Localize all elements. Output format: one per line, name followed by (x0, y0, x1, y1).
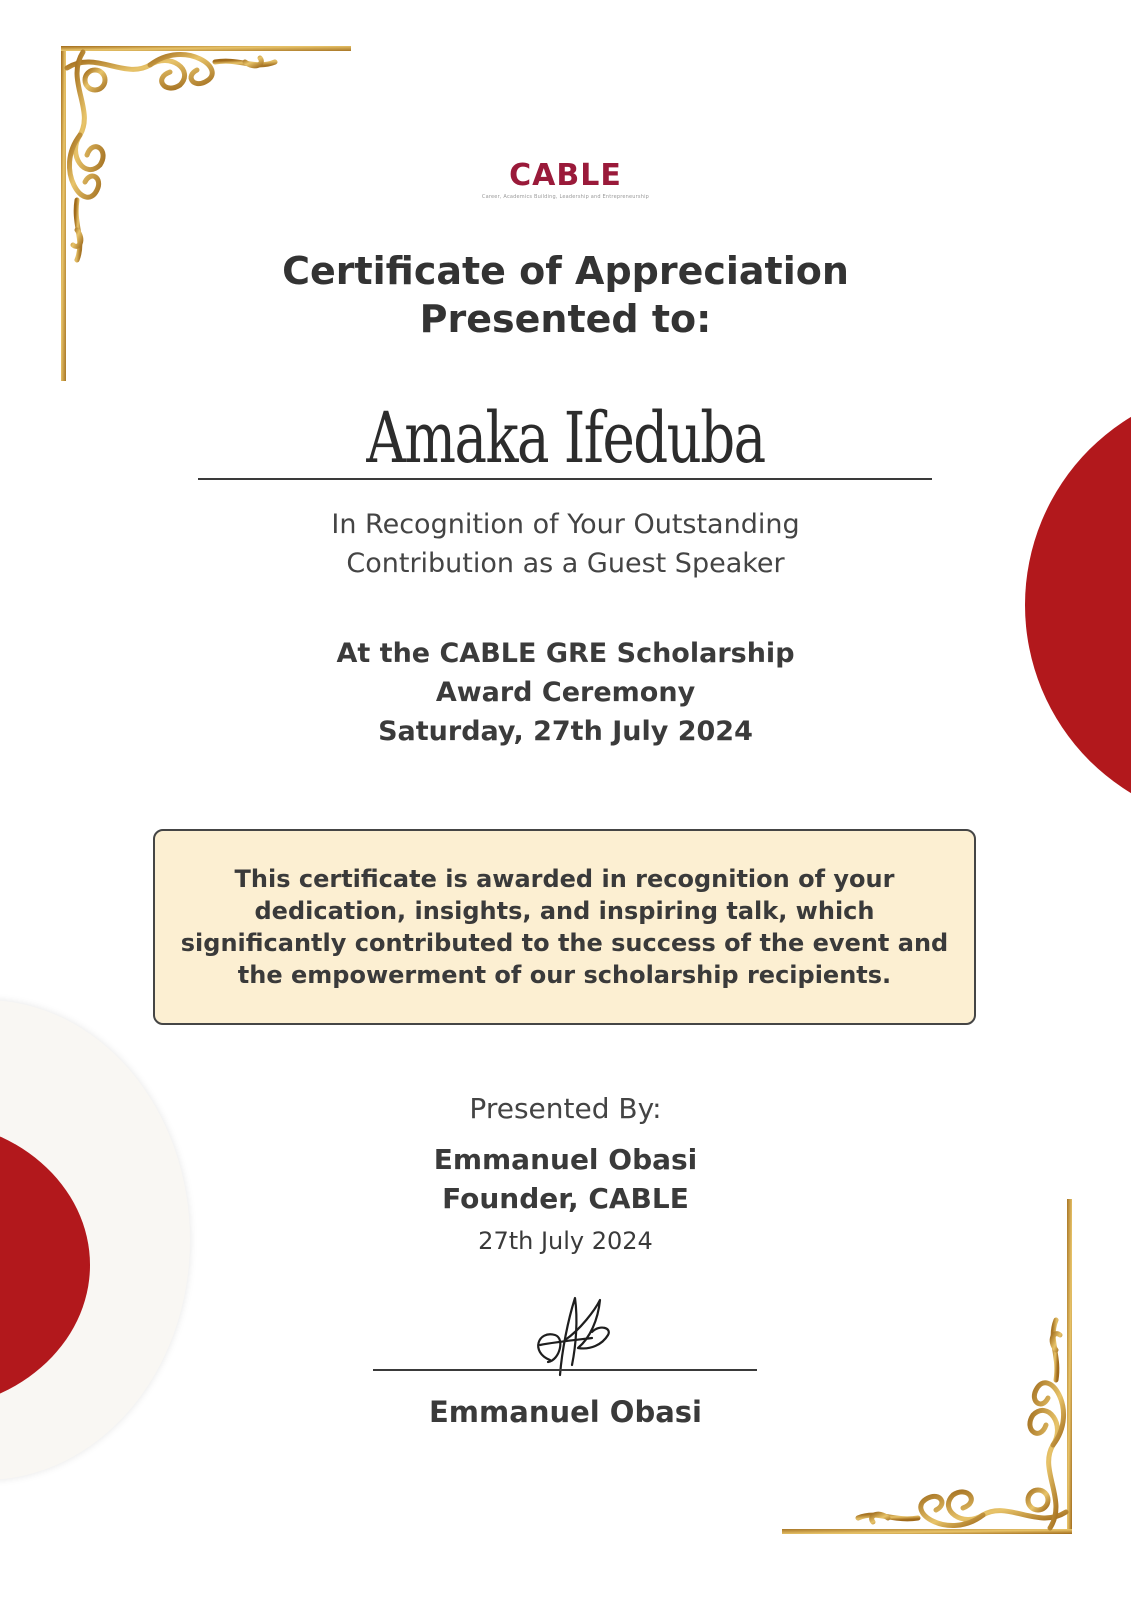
signature-image (520, 1290, 620, 1380)
event-line-1: At the CABLE GRE Scholarship (336, 638, 795, 669)
logo-tagline: Career, Academics Building, Leadership and Entrepreneurship (481, 194, 650, 200)
signatory-name: Emmanuel Obasi (429, 1395, 702, 1429)
recipient-name: Amaka Ifeduba (366, 397, 765, 479)
red-circle-decoration-right (1025, 385, 1131, 825)
presenter-name: Emmanuel Obasi (433, 1143, 698, 1176)
message-text (181, 863, 948, 991)
presenter-block (0, 1140, 1131, 1218)
presented-date: 27th July 2024 (478, 1227, 653, 1255)
cable-logo (0, 158, 1131, 200)
message-line-2: dedication, insights, and inspiring talk, which (254, 897, 875, 925)
name-underline (198, 478, 932, 480)
signature-line (373, 1369, 757, 1371)
recognition-text (0, 505, 1131, 583)
logo-wordmark: CABLE (509, 158, 622, 193)
presenter-title: Founder, CABLE (442, 1182, 689, 1215)
event-line-2: Award Ceremony (435, 677, 696, 708)
message-line-3: significantly contributed to the success of the event and (180, 929, 949, 957)
message-line-1: This certificate is awarded in recognition of your (234, 865, 895, 893)
event-details (0, 634, 1131, 751)
title-line-1: Certificate of Appreciation (282, 249, 849, 293)
certificate-title (0, 247, 1131, 343)
title-line-2: Presented to: (419, 297, 712, 341)
presented-by-label: Presented By: (469, 1092, 662, 1125)
message-line-4: the empowerment of our scholarship recipients. (237, 961, 892, 989)
recognition-line-1: In Recognition of Your Outstanding (331, 509, 800, 540)
event-date: Saturday, 27th July 2024 (378, 716, 753, 747)
recognition-line-2: Contribution as a Guest Speaker (346, 548, 785, 579)
message-box (153, 829, 976, 1025)
